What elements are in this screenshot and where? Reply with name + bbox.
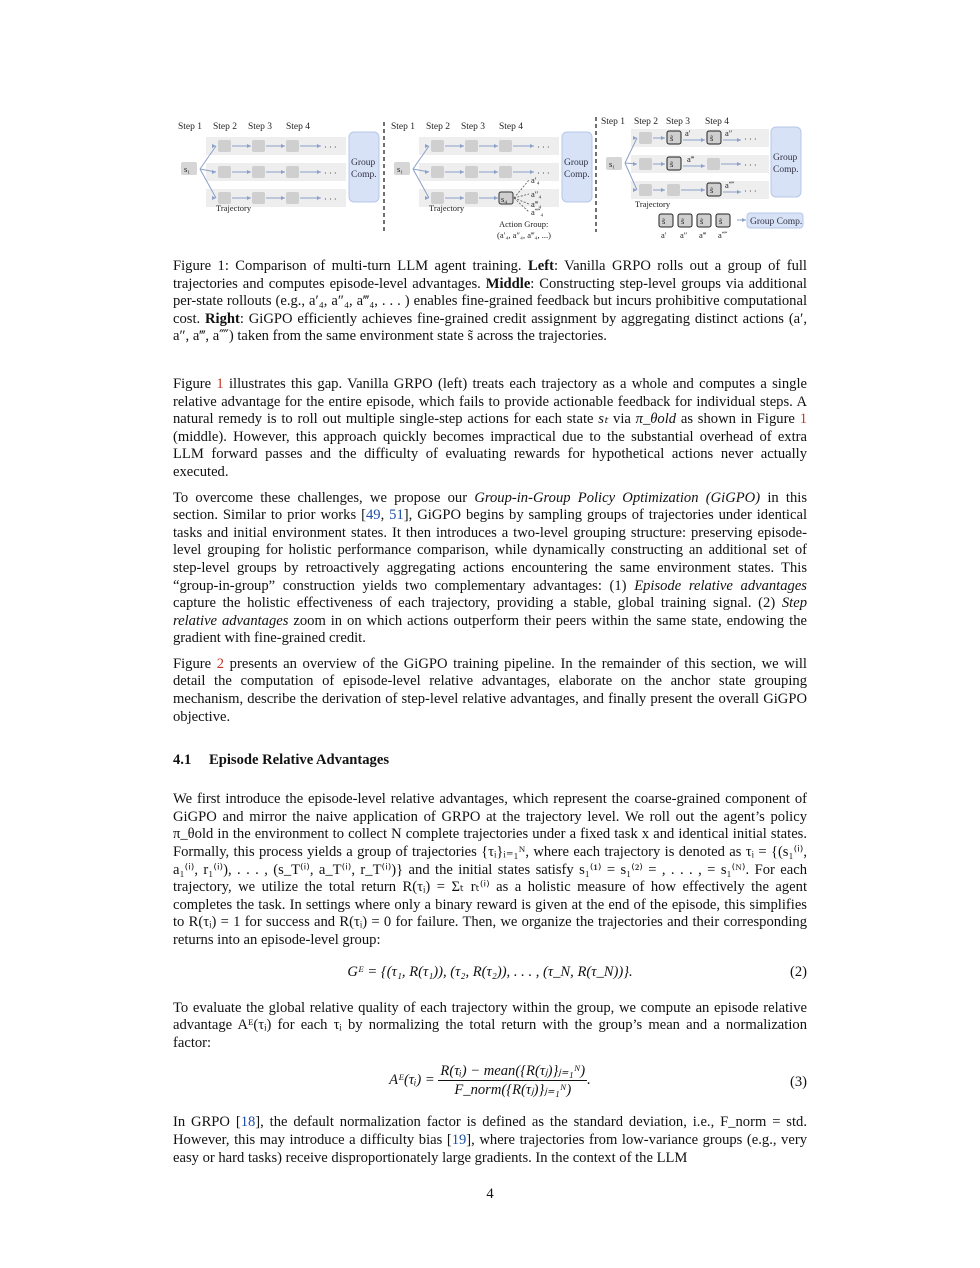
section-heading — [173, 752, 807, 769]
step-label: Step 1 — [178, 122, 203, 132]
action-label: a′₄ — [531, 175, 540, 185]
group-comp-label-2: Comp. — [564, 170, 590, 180]
figure-1-diagram — [173, 112, 807, 242]
action-label: a″ — [725, 128, 733, 138]
grouped-action-label: a‴ — [699, 230, 707, 240]
page-number: 4 — [486, 1186, 494, 1202]
action-group-label: Action Group: — [499, 219, 549, 229]
action-label: a″₄ — [531, 189, 542, 199]
step-box — [286, 166, 299, 178]
group-comp-small-label: Group Comp. — [750, 217, 803, 227]
caption-right-label: Right — [205, 310, 240, 327]
step-box — [499, 166, 512, 178]
caption-middle-label: Middle — [485, 275, 531, 292]
ellipsis: · · · — [744, 160, 757, 170]
step-label: Step 3 — [248, 122, 273, 132]
p2-method-name: Group-in-Group Policy Optimization (GiGPO) — [474, 489, 761, 506]
equation-2 — [173, 958, 807, 992]
ellipsis: · · · — [324, 194, 337, 204]
p3-text-a: Figure — [173, 655, 217, 672]
step-box — [218, 166, 231, 178]
ellipsis: · · · — [537, 142, 550, 152]
step-box — [218, 140, 231, 152]
grouped-state-label: s̃ — [681, 216, 685, 226]
ellipsis: · · · — [537, 168, 550, 178]
group-comp-label: Group — [351, 158, 376, 168]
action-label: a‴₄ — [531, 199, 542, 209]
step-label: Step 4 — [705, 117, 730, 127]
section-number: 4.1 — [173, 752, 192, 769]
group-comp-label: Group — [773, 153, 798, 163]
figure-2-link[interactable]: 2 — [216, 655, 225, 672]
paragraph-gigpo-intro — [173, 490, 807, 648]
step-label: Step 4 — [499, 122, 524, 132]
step-label: Step 3 — [666, 117, 691, 127]
trajectory-label: Trajectory — [216, 203, 252, 213]
ellipsis: · · · — [324, 142, 337, 152]
state-s1-label: s₁ — [609, 159, 616, 169]
step-box — [667, 184, 680, 196]
equation-3 — [173, 1060, 807, 1106]
p1-policy: π_θold — [635, 411, 677, 428]
citation-49[interactable]: 49 — [365, 507, 381, 524]
anchor-state-label: s̃ — [670, 159, 674, 169]
caption-right-text: : GiGPO efficiently achieves fine-grained credit assignment by aggregating distinct actions (a′, a″, a‴, a⁗) taken from the same environment state s̃ across the trajectories. — [173, 310, 807, 345]
step-box — [707, 158, 720, 170]
action-group-set: (a′₄, a″₄, a‴₄, ...) — [497, 230, 551, 240]
action-label: a‴ — [687, 154, 695, 164]
figure-1-link-2[interactable]: 1 — [799, 411, 807, 428]
step-box — [431, 166, 444, 178]
step-box — [252, 140, 265, 152]
grouped-action-label: a″ — [680, 230, 688, 240]
step-label: Step 1 — [391, 122, 416, 132]
caption-left-label: Left — [528, 258, 554, 274]
step-label: Step 2 — [213, 122, 238, 132]
anchor-state-label: s̃ — [670, 133, 674, 143]
step-box — [252, 192, 265, 204]
s3-text-b: ], the default normalization factor is defined as the standard deviation, i.e., F_norm = std. However, this may introduce a difficulty bias [ — [173, 1114, 807, 1148]
eq3-lhs: Aᴱ(τᵢ) = — [389, 1072, 439, 1089]
p2-text-e: zoom in on which actions outperform their peers within the same state, endowing the gradient with fine-grained credit. — [173, 612, 807, 647]
grouped-state-label: s̃ — [700, 216, 704, 226]
ellipsis: · · · — [324, 168, 337, 178]
grouped-state-label: s̃ — [662, 216, 666, 226]
equation-2-number: (2) — [789, 963, 807, 980]
p2-text-d: capture the holistic effectiveness of each trajectory, providing a stable, global training signal. (2) — [173, 595, 782, 612]
p2-step-term: Step relative advantages — [173, 595, 807, 629]
action-label: a⁗₄ — [531, 207, 544, 217]
p2-text-b: in this section. Similar to prior works [ — [173, 489, 808, 524]
group-comp-label-2: Comp. — [773, 165, 799, 175]
step-label: Step 1 — [601, 117, 626, 127]
action-label: a′ — [685, 128, 691, 138]
step-box — [431, 140, 444, 152]
figure-1-link[interactable]: 1 — [216, 375, 224, 392]
grouped-action-label: a⁗ — [718, 230, 728, 240]
p2-episode-term: Episode relative advantages — [634, 577, 807, 594]
group-comp-label-2: Comp. — [351, 170, 377, 180]
equation-3-number: (3) — [789, 1074, 807, 1091]
eq3-denominator: F_norm({R(τⱼ)}ⱼ₌₁ᴺ) — [454, 1082, 572, 1099]
step-box — [465, 192, 478, 204]
paper-page — [173, 112, 807, 1167]
state-s1-label: s₁ — [184, 164, 191, 174]
eq3-fraction — [438, 1062, 587, 1099]
step-box — [639, 132, 652, 144]
anchor-state-label: s̃ — [710, 133, 714, 143]
citation-51[interactable]: 51 — [389, 507, 404, 524]
ellipsis: · · · — [744, 134, 757, 144]
arrow-head — [742, 218, 746, 222]
s3-text-a: In GRPO [ — [173, 1114, 241, 1131]
step-box — [252, 166, 265, 178]
p2-text-c: ], GiGPO begins by sampling groups of trajectories under identical tasks and initial environment states. It then introduces a two-level grouping structure: preserving episode-level grouping for holistic performance comparison, while dynamically constructing an additional set of step-level groups by retroactively aggregating actions encountering the same environment states. This “group-in-group” construction yields two complementary advantages: (1) — [173, 507, 808, 594]
step-label: Step 4 — [286, 122, 311, 132]
p1-text-b: illustrates this gap. Vanilla GRPO (left) treats each trajectory as a whole and computes a single relative advantage for the entire episode, which fails to provide actionable feedback for individual steps. A natural remedy is to roll out multiple single-step actions for each state — [173, 375, 807, 428]
p1-state: sₜ — [598, 411, 609, 428]
p1-text-d: as shown in Figure — [676, 411, 800, 428]
citation-19[interactable]: 19 — [451, 1131, 467, 1148]
step-label: Step 3 — [461, 122, 486, 132]
p3-text-b: presents an overview of the GiGPO training pipeline. In the remainder of this section, we will detail the computation of episode-level relative advantages, elaborate on the anchor state grouping mechanism, describe the derivation of step-level relative advantages, and finally present the overall GiGPO objective. — [173, 655, 807, 725]
grouped-state-label: s̃ — [719, 216, 723, 226]
step-box — [286, 192, 299, 204]
figure-1-caption — [173, 258, 807, 346]
group-comp-label: Group — [564, 158, 589, 168]
step-box — [465, 140, 478, 152]
state-s1-label: s₁ — [397, 164, 404, 174]
citation-18[interactable]: 18 — [240, 1114, 256, 1131]
step-label: Step 2 — [634, 117, 659, 127]
trajectory-label: Trajectory — [635, 199, 671, 209]
figure-1 — [173, 112, 807, 242]
step-box — [286, 140, 299, 152]
grouped-action-label: a′ — [661, 230, 667, 240]
caption-left-text: : Vanilla GRPO rolls out a group of full trajectories and computes episode-level advantages. — [173, 258, 807, 292]
step-box — [499, 140, 512, 152]
p2-sep: , — [380, 507, 390, 524]
paragraph-episode-intro: We first introduce the episode-level relative advantages, which represent the coarse-grained component of GiGPO and mirror the naive application of GRPO at the trajectory level. We roll out the agent’s policy π_θold in the environment to collect N complete trajectories under a fixed task x and identical initial states. Formally, this process yields a group of trajectories {τᵢ}ᵢ₌₁ᴺ, where each trajectory is denoted as τᵢ = {(s₁⁽ⁱ⁾, a₁⁽ⁱ⁾, r₁⁽ⁱ⁾), . . . , (s_T⁽ⁱ⁾, a_T⁽ⁱ⁾, r_T⁽ⁱ⁾)} and the initial states satisfy s₁⁽¹⁾ = s₁⁽²⁾ = , . . . , = s₁⁽ᴺ⁾. For each trajectory, we utilize the total return R(τᵢ) = Σₜ rₜ⁽ⁱ⁾ as a holistic measure of how effectively the agent completes the task. In settings where only a binary reward is given at the end of the episode, this simplifies to R(τᵢ) = 1 for success and R(τᵢ) = 0 for failure. Then, we organize the trajectories and their corresponding returns into an episode-level group: — [173, 791, 807, 948]
step-box — [639, 184, 652, 196]
p1-text-e: (middle). However, this approach quickly becomes impractical due to the substantial overhead of extra LLM forward passes and the difficulty of evaluating rewards for hypothetical actions never actually executed. — [173, 428, 807, 480]
state-s4-label: s₄ — [501, 194, 508, 204]
action-label: a⁗ — [725, 180, 735, 190]
anchor-state-label: s̃ — [710, 185, 714, 195]
p1-text-a: Figure — [173, 375, 217, 392]
caption-prefix: Figure 1: Comparison of multi-turn LLM agent training. — [173, 258, 529, 274]
step-label: Step 2 — [426, 122, 451, 132]
eq3-numerator: R(τᵢ) − mean({R(τⱼ)}ⱼ₌₁ᴺ) — [440, 1063, 586, 1080]
paragraph-normalization — [173, 1114, 807, 1167]
p1-text-c: via — [608, 411, 636, 428]
equation-3-body — [173, 1062, 807, 1099]
paragraph-overview — [173, 656, 807, 726]
section-title: Episode Relative Advantages — [209, 752, 389, 769]
paragraph-episode-advantage: To evaluate the global relative quality of each trajectory within the group, we compute an episode relative advantage Aᴱ(τᵢ) for each τᵢ by normalizing the total return with the group’s mean and a normalization factor: — [173, 999, 807, 1051]
eq3-end: . — [587, 1072, 591, 1089]
p2-text-a: To overcome these challenges, we propose our — [173, 489, 475, 506]
trajectory-label: Trajectory — [429, 203, 465, 213]
equation-2-body: Gᴱ = {(τ₁, R(τ₁)), (τ₂, R(τ₂)), . . . , (τ_N, R(τ_N))}. — [347, 963, 633, 980]
caption-middle-text: : Constructing step-level groups via additional per-state rollouts (e.g., a′₄, a″₄, a‴₄, . . . ) enables fine-grained feedback but incurs prohibitive computational cost. — [173, 275, 807, 327]
step-box — [465, 166, 478, 178]
paragraph-figure-gap — [173, 376, 807, 482]
step-box — [639, 158, 652, 170]
ellipsis: · · · — [744, 186, 757, 196]
s3-text-c: ], where trajectories from low-variance groups (e.g., very easy or hard tasks) receive disproportionately large gradients. In the context of the LLM — [173, 1131, 807, 1166]
